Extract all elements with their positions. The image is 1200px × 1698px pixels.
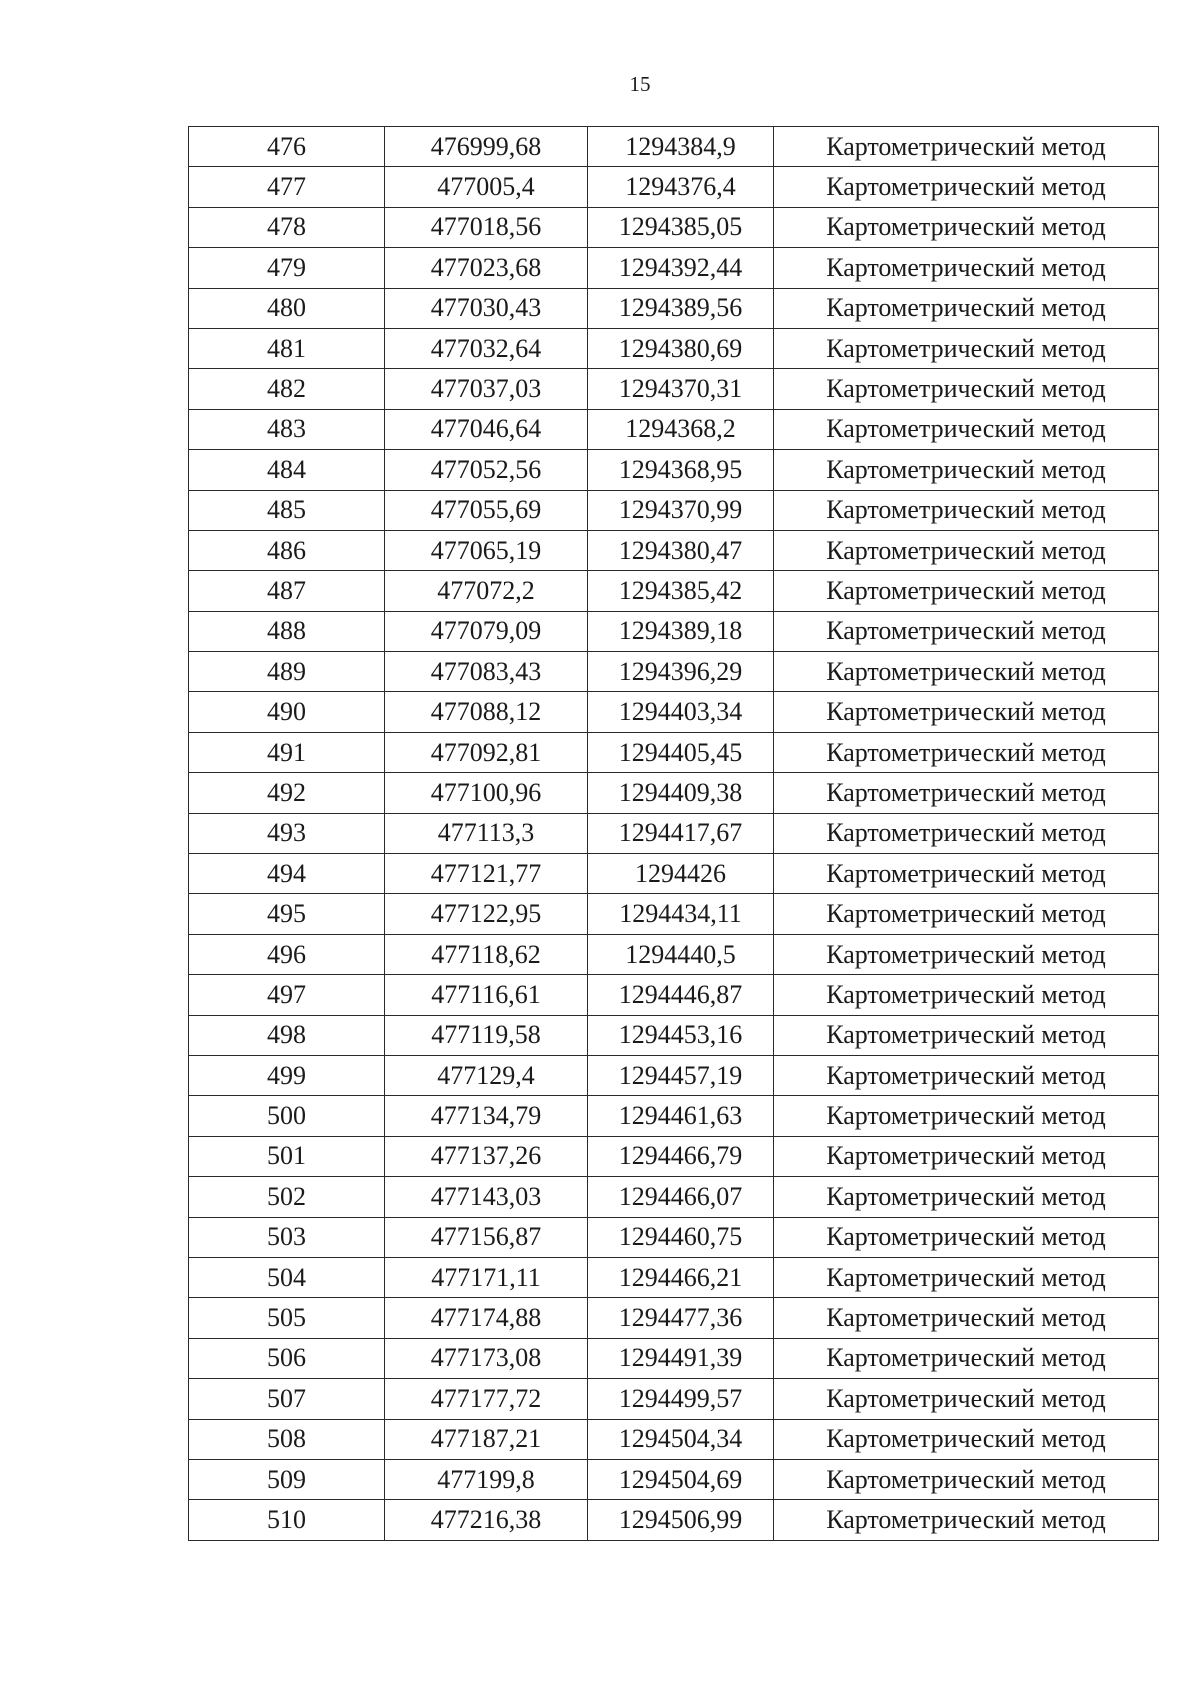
x-coordinate-cell: 477052,56 [385, 450, 588, 490]
x-coordinate-cell: 477177,72 [385, 1379, 588, 1419]
point-number-cell: 489 [189, 652, 385, 692]
y-coordinate-cell: 1294368,2 [588, 409, 774, 449]
y-coordinate-cell: 1294384,9 [588, 127, 774, 167]
table-row [189, 1177, 1159, 1217]
table-row [189, 1419, 1159, 1459]
point-number-cell: 487 [189, 571, 385, 611]
point-number-cell: 501 [189, 1136, 385, 1176]
x-coordinate-cell: 477134,79 [385, 1096, 588, 1136]
method-cell: Картометрический метод [774, 571, 1159, 611]
method-cell: Картометрический метод [774, 1379, 1159, 1419]
point-number-cell: 504 [189, 1257, 385, 1297]
point-number-cell: 477 [189, 167, 385, 207]
point-number-cell: 509 [189, 1459, 385, 1499]
table-row [189, 1055, 1159, 1095]
point-number-cell: 494 [189, 854, 385, 894]
x-coordinate-cell: 477137,26 [385, 1136, 588, 1176]
point-number-cell: 495 [189, 894, 385, 934]
point-number-cell: 503 [189, 1217, 385, 1257]
x-coordinate-cell: 477173,08 [385, 1338, 588, 1378]
y-coordinate-cell: 1294368,95 [588, 450, 774, 490]
point-number-cell: 498 [189, 1015, 385, 1055]
table-row [189, 611, 1159, 651]
x-coordinate-cell: 477121,77 [385, 854, 588, 894]
table-row [189, 652, 1159, 692]
point-number-cell: 481 [189, 328, 385, 368]
x-coordinate-cell: 477216,38 [385, 1500, 588, 1540]
x-coordinate-cell: 477119,58 [385, 1015, 588, 1055]
point-number-cell: 506 [189, 1338, 385, 1378]
y-coordinate-cell: 1294504,69 [588, 1459, 774, 1499]
table-row [189, 1338, 1159, 1378]
y-coordinate-cell: 1294499,57 [588, 1379, 774, 1419]
table-row [189, 1459, 1159, 1499]
x-coordinate-cell: 477083,43 [385, 652, 588, 692]
y-coordinate-cell: 1294491,39 [588, 1338, 774, 1378]
y-coordinate-cell: 1294466,79 [588, 1136, 774, 1176]
method-cell: Картометрический метод [774, 975, 1159, 1015]
table-row [189, 450, 1159, 490]
y-coordinate-cell: 1294461,63 [588, 1096, 774, 1136]
method-cell: Картометрический метод [774, 854, 1159, 894]
y-coordinate-cell: 1294389,18 [588, 611, 774, 651]
method-cell: Картометрический метод [774, 1338, 1159, 1378]
table-row [189, 248, 1159, 288]
table-row [189, 409, 1159, 449]
y-coordinate-cell: 1294477,36 [588, 1298, 774, 1338]
point-number-cell: 502 [189, 1177, 385, 1217]
y-coordinate-cell: 1294434,11 [588, 894, 774, 934]
method-cell: Картометрический метод [774, 328, 1159, 368]
table-row [189, 530, 1159, 570]
y-coordinate-cell: 1294466,21 [588, 1257, 774, 1297]
point-number-cell: 496 [189, 934, 385, 974]
x-coordinate-cell: 477018,56 [385, 207, 588, 247]
table-row [189, 773, 1159, 813]
method-cell: Картометрический метод [774, 732, 1159, 772]
method-cell: Картометрический метод [774, 167, 1159, 207]
point-number-cell: 490 [189, 692, 385, 732]
point-number-cell: 508 [189, 1419, 385, 1459]
point-number-cell: 499 [189, 1055, 385, 1095]
method-cell: Картометрический метод [774, 530, 1159, 570]
table-row [189, 167, 1159, 207]
x-coordinate-cell: 477113,3 [385, 813, 588, 853]
x-coordinate-cell: 477122,95 [385, 894, 588, 934]
table-row [189, 1096, 1159, 1136]
table-row [189, 1015, 1159, 1055]
method-cell: Картометрический метод [774, 894, 1159, 934]
point-number-cell: 510 [189, 1500, 385, 1540]
method-cell: Картометрический метод [774, 207, 1159, 247]
table-row [189, 1379, 1159, 1419]
method-cell: Картометрический метод [774, 934, 1159, 974]
method-cell: Картометрический метод [774, 1177, 1159, 1217]
x-coordinate-cell: 477030,43 [385, 288, 588, 328]
x-coordinate-cell: 477143,03 [385, 1177, 588, 1217]
point-number-cell: 484 [189, 450, 385, 490]
y-coordinate-cell: 1294396,29 [588, 652, 774, 692]
table-row [189, 854, 1159, 894]
point-number-cell: 497 [189, 975, 385, 1015]
method-cell: Картометрический метод [774, 1136, 1159, 1176]
point-number-cell: 485 [189, 490, 385, 530]
table-row [189, 1257, 1159, 1297]
table-row [189, 127, 1159, 167]
y-coordinate-cell: 1294380,47 [588, 530, 774, 570]
y-coordinate-cell: 1294506,99 [588, 1500, 774, 1540]
y-coordinate-cell: 1294370,31 [588, 369, 774, 409]
point-number-cell: 483 [189, 409, 385, 449]
point-number-cell: 476 [189, 127, 385, 167]
y-coordinate-cell: 1294453,16 [588, 1015, 774, 1055]
method-cell: Картометрический метод [774, 1015, 1159, 1055]
point-number-cell: 493 [189, 813, 385, 853]
method-cell: Картометрический метод [774, 288, 1159, 328]
x-coordinate-cell: 477072,2 [385, 571, 588, 611]
y-coordinate-cell: 1294460,75 [588, 1217, 774, 1257]
x-coordinate-cell: 477037,03 [385, 369, 588, 409]
method-cell: Картометрический метод [774, 1500, 1159, 1540]
y-coordinate-cell: 1294426 [588, 854, 774, 894]
x-coordinate-cell: 477005,4 [385, 167, 588, 207]
table-row [189, 369, 1159, 409]
table-row [189, 1136, 1159, 1176]
method-cell: Картометрический метод [774, 1459, 1159, 1499]
point-number-cell: 478 [189, 207, 385, 247]
y-coordinate-cell: 1294385,05 [588, 207, 774, 247]
y-coordinate-cell: 1294389,56 [588, 288, 774, 328]
y-coordinate-cell: 1294392,44 [588, 248, 774, 288]
method-cell: Картометрический метод [774, 127, 1159, 167]
point-number-cell: 488 [189, 611, 385, 651]
point-number-cell: 505 [189, 1298, 385, 1338]
y-coordinate-cell: 1294440,5 [588, 934, 774, 974]
y-coordinate-cell: 1294446,87 [588, 975, 774, 1015]
method-cell: Картометрический метод [774, 1055, 1159, 1095]
method-cell: Картометрический метод [774, 652, 1159, 692]
x-coordinate-cell: 476999,68 [385, 127, 588, 167]
x-coordinate-cell: 477055,69 [385, 490, 588, 530]
method-cell: Картометрический метод [774, 450, 1159, 490]
method-cell: Картометрический метод [774, 1257, 1159, 1297]
x-coordinate-cell: 477023,68 [385, 248, 588, 288]
x-coordinate-cell: 477187,21 [385, 1419, 588, 1459]
y-coordinate-cell: 1294403,34 [588, 692, 774, 732]
table-row [189, 571, 1159, 611]
table-row [189, 934, 1159, 974]
point-number-cell: 492 [189, 773, 385, 813]
point-number-cell: 500 [189, 1096, 385, 1136]
table-row [189, 813, 1159, 853]
method-cell: Картометрический метод [774, 611, 1159, 651]
y-coordinate-cell: 1294457,19 [588, 1055, 774, 1095]
x-coordinate-cell: 477199,8 [385, 1459, 588, 1499]
y-coordinate-cell: 1294380,69 [588, 328, 774, 368]
point-number-cell: 480 [189, 288, 385, 328]
method-cell: Картометрический метод [774, 409, 1159, 449]
y-coordinate-cell: 1294417,67 [588, 813, 774, 853]
method-cell: Картометрический метод [774, 813, 1159, 853]
x-coordinate-cell: 477092,81 [385, 732, 588, 772]
table-row [189, 328, 1159, 368]
y-coordinate-cell: 1294409,38 [588, 773, 774, 813]
table-row [189, 490, 1159, 530]
method-cell: Картометрический метод [774, 692, 1159, 732]
table-row [189, 732, 1159, 772]
method-cell: Картометрический метод [774, 1419, 1159, 1459]
point-number-cell: 479 [189, 248, 385, 288]
y-coordinate-cell: 1294385,42 [588, 571, 774, 611]
x-coordinate-cell: 477174,88 [385, 1298, 588, 1338]
point-number-cell: 507 [189, 1379, 385, 1419]
method-cell: Картометрический метод [774, 1298, 1159, 1338]
x-coordinate-cell: 477032,64 [385, 328, 588, 368]
table-row [189, 288, 1159, 328]
page-number: 15 [629, 72, 651, 96]
point-number-cell: 491 [189, 732, 385, 772]
x-coordinate-cell: 477118,62 [385, 934, 588, 974]
x-coordinate-cell: 477065,19 [385, 530, 588, 570]
method-cell: Картометрический метод [774, 248, 1159, 288]
x-coordinate-cell: 477046,64 [385, 409, 588, 449]
table-row [189, 1217, 1159, 1257]
table-row [189, 692, 1159, 732]
x-coordinate-cell: 477088,12 [385, 692, 588, 732]
table-row [189, 1500, 1159, 1540]
table-row [189, 894, 1159, 934]
y-coordinate-cell: 1294405,45 [588, 732, 774, 772]
method-cell: Картометрический метод [774, 369, 1159, 409]
coordinates-table [188, 126, 1159, 1541]
x-coordinate-cell: 477171,11 [385, 1257, 588, 1297]
table-row [189, 975, 1159, 1015]
method-cell: Картометрический метод [774, 1217, 1159, 1257]
x-coordinate-cell: 477116,61 [385, 975, 588, 1015]
table-row [189, 207, 1159, 247]
point-number-cell: 486 [189, 530, 385, 570]
method-cell: Картометрический метод [774, 490, 1159, 530]
y-coordinate-cell: 1294504,34 [588, 1419, 774, 1459]
x-coordinate-cell: 477129,4 [385, 1055, 588, 1095]
y-coordinate-cell: 1294376,4 [588, 167, 774, 207]
y-coordinate-cell: 1294466,07 [588, 1177, 774, 1217]
method-cell: Картометрический метод [774, 1096, 1159, 1136]
x-coordinate-cell: 477100,96 [385, 773, 588, 813]
y-coordinate-cell: 1294370,99 [588, 490, 774, 530]
coordinates-table-body [189, 127, 1159, 1541]
point-number-cell: 482 [189, 369, 385, 409]
table-row [189, 1298, 1159, 1338]
method-cell: Картометрический метод [774, 773, 1159, 813]
x-coordinate-cell: 477156,87 [385, 1217, 588, 1257]
x-coordinate-cell: 477079,09 [385, 611, 588, 651]
